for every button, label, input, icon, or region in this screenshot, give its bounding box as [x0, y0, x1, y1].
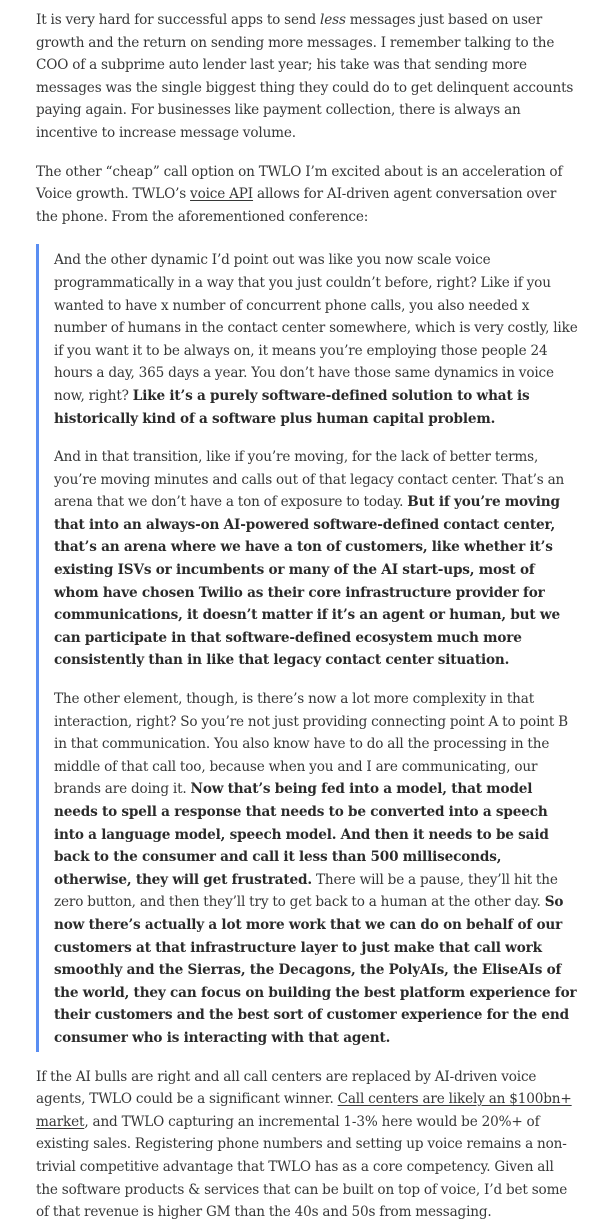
text: If the AI bulls are right and all call centers are replaced by AI-driven voice agents, TWLO could be a significant winner. — [36, 1068, 537, 1108]
paragraph-voice-growth — [36, 161, 576, 229]
blockquote — [36, 244, 578, 1051]
text: There will be a pause, they’ll hit the zero button, and then they’ll try to get back to a human at the other day. — [54, 871, 558, 911]
voice-api-link[interactable]: voice API — [190, 186, 254, 203]
bold-text: So now there’s actually a lot more work that we can do on behalf of our customers at that infrastructure layer to just make that call work smoothly and the Sierras, the Decagons, the PolyAIs, the EliseAIs of the world, they can focus on building the best platform experience for their customers and the best sort of customer experience for the end consumer who is interacting with that agent. — [54, 894, 577, 1046]
call-centers-market-link[interactable]: Call centers are likely an $100bn+ market — [36, 1091, 572, 1130]
text: allows for AI-driven agent conversation over the phone. From the aforementioned conference: — [36, 186, 557, 225]
text: The other element, though, is there’s now a lot more complexity in that interaction, right? So you’re not just providing connecting point A to point B in that communication. You also know have to do all the processing in the middle of that call too, because when you and I are communicating, our brands are doing it. — [54, 691, 568, 798]
text: It is very hard for successful apps to send — [36, 12, 321, 28]
bold-text: But if you’re moving that into an always-on AI-powered software-defined contact center, that’s an arena where we have a ton of customers, like whether it’s existing ISVs or incumbents or many of the AI start-ups, most of whom have chosen Twilio as their core infrastructure provider for communications, it doesn’t matter if it’s an agent or human, but we can participate in that software-defined ecosystem much more consistently than in like that legacy contact center situation. — [54, 494, 560, 669]
text: , and TWLO capturing an incremental 1-3% here would be 20%+ of existing sales. Registering phone numbers and setting up voice remains a non-trivial competitive advantage that TWLO has as a core competency. Given all the software products & services that can be built on top of voice, I’d bet some of that revenue is higher GM than the 40s and 50s from messaging. — [36, 1113, 568, 1221]
text: The other “cheap” call option on TWLO I’m excited about is an acceleration of Voice growth. TWLO’s — [36, 163, 563, 203]
paragraph-message-volume — [36, 0, 576, 145]
quote-paragraph-3 — [54, 688, 579, 1052]
bold-text: Now that’s being fed into a model, that model needs to spell a response that needs to be converted into a speech into a language model, speech model. And then it needs to be said back to the consumer and call it less than 500 milliseconds, otherwise, they will get frustrated. — [54, 781, 549, 888]
text: messages just based on user growth and the return on sending more messages. I remember talking to the COO of a subprime auto lender last year; his take was that sending more messages was the single biggest thing they could do to get delinquent accounts paying again. For businesses like payment collection, there is always an incentive to increase message volume. — [36, 12, 574, 141]
text: And in that transition, like if you’re moving, for the lack of better terms, you’re moving minutes and calls out of that legacy contact center. That’s an arena that we don’t have a ton of exposure to today. — [54, 449, 565, 511]
paragraph-ai-bulls — [36, 1066, 576, 1224]
text: And the other dynamic I’d point out was like you now scale voice programmatically in a way that you just couldn’t before, right? Like if you wanted to have x number of concurrent phone calls, you also needed x number of humans in the contact center somewhere, which is very costly, like if you want it to be always on, it means you’re employing those people 24 hours a day, 365 days a year. You don’t have those same dynamics in voice now, right? — [54, 252, 578, 404]
quote-paragraph-2 — [54, 446, 579, 672]
emphasis-text: less — [320, 12, 346, 28]
quote-paragraph-1 — [54, 244, 579, 430]
bold-text: Like it’s a purely software-defined solution to what is historically kind of a software plus human capital problem. — [54, 387, 530, 427]
